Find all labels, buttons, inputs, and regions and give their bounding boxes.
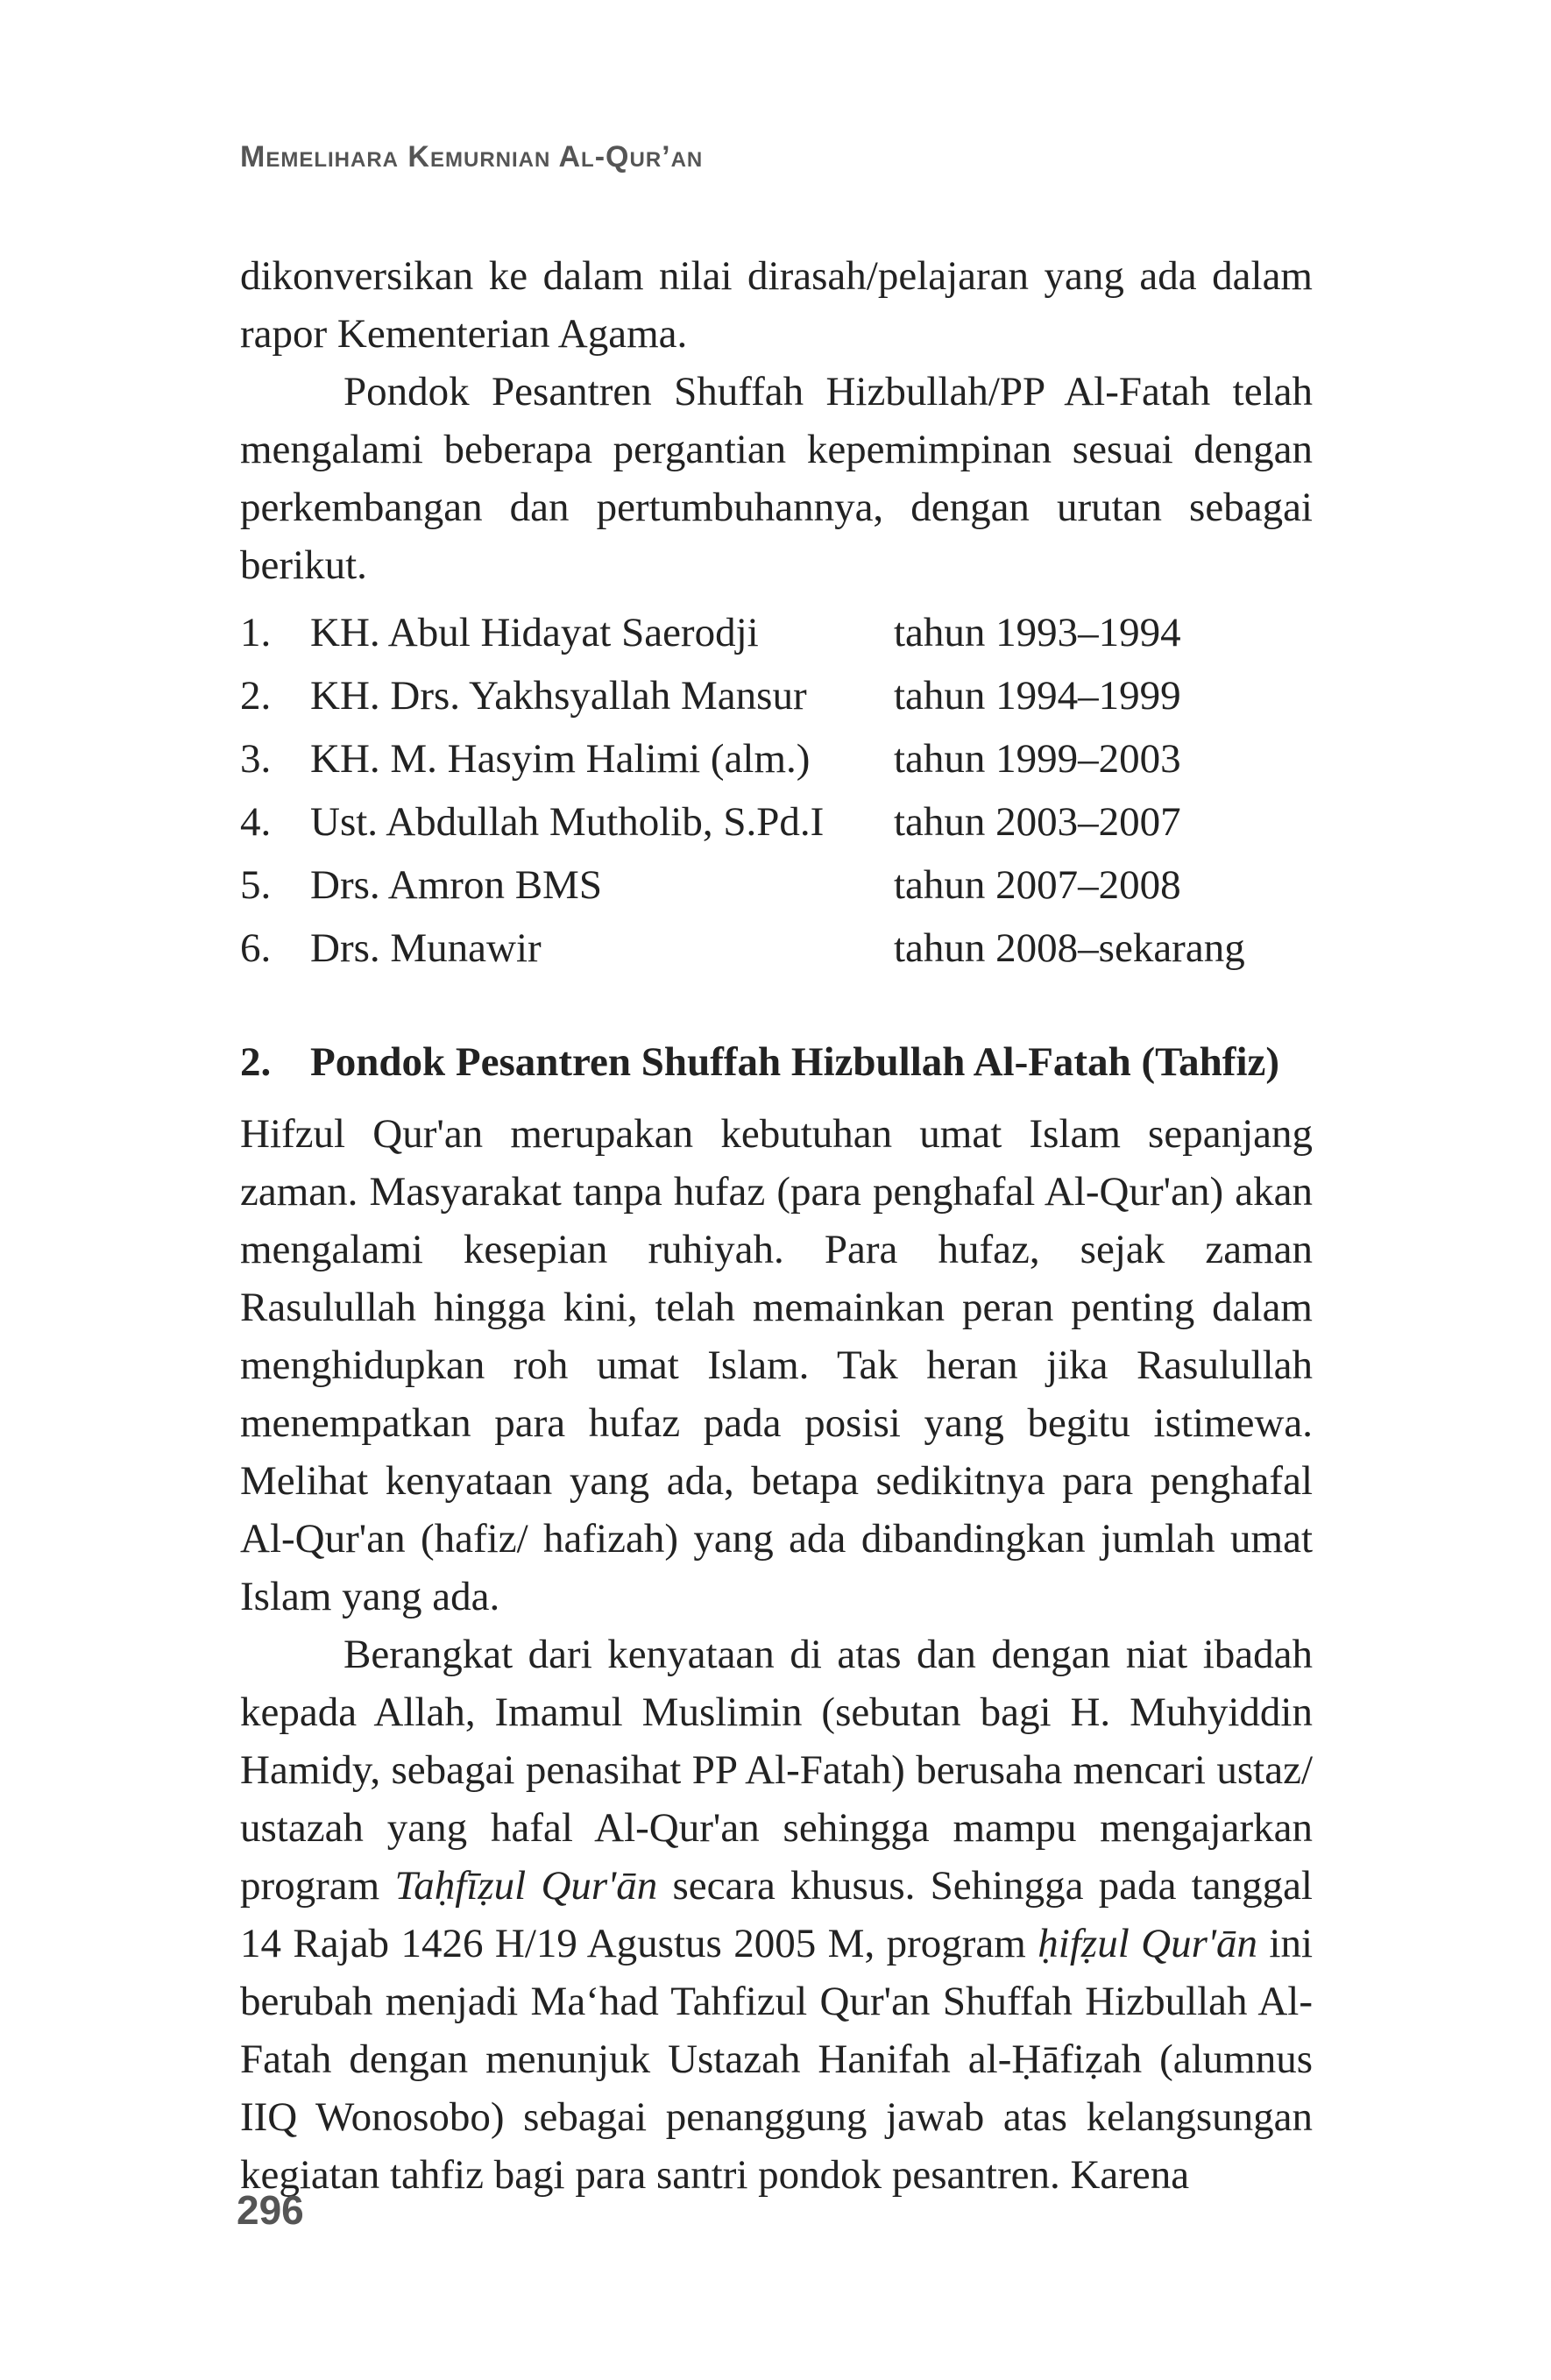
leadership-list: [240, 601, 1313, 980]
italic-term: ḥifẓul Qur'ān: [1038, 1921, 1257, 1966]
list-item-number: 5.: [240, 862, 272, 908]
paragraph-text: secara khusus. Sehingga pada tanggal 14 Rajab 1426 H/19 Agustus 2005 M, program: [240, 1863, 1313, 1966]
leader-period: tahun 1993–1994: [894, 610, 1181, 655]
list-item-number: 4.: [240, 799, 272, 845]
leader-period: tahun 1994–1999: [894, 673, 1181, 719]
leadership-paragraph: Pondok Pesantren Shuffah Hizbullah/PP Al-Fatah telah mengalami beberapa pergantian kepemimpinan sesuai dengan perkembangan dan pertumbuhannya, dengan urutan sebagai berikut.: [240, 369, 1313, 588]
leader-name: KH. M. Hasyim Halimi (alm.): [310, 736, 811, 782]
section-heading: [240, 1038, 1279, 1086]
section-paragraph-1: Hifzul Qur'an merupakan kebutuhan umat Islam sepanjang zaman. Masyarakat tanpa hufaz (para penghafal Al-Qur'an) akan mengalami kesepian ruhiyah. Para hufaz, sejak zaman Rasulullah hingga kini, telah memainkan peran penting dalam menghidupkan roh umat Islam. Tak heran jika Rasulullah menempatkan para hufaz pada posisi yang begitu istimewa. Melihat kenyataan yang ada, betapa sedikitnya para penghafal Al-Qur'an (hafiz/ hafizah) yang ada dibandingkan jumlah umat Islam yang ada.: [240, 1111, 1313, 1619]
section-number: 2.: [240, 1039, 272, 1085]
list-item-number: 3.: [240, 736, 272, 782]
leader-period: tahun 1999–2003: [894, 736, 1181, 782]
leader-period: tahun 2007–2008: [894, 862, 1181, 908]
intro-continuation-paragraph: dikonversikan ke dalam nilai dirasah/pelajaran yang ada dalam rapor Kementerian Agama.: [240, 253, 1313, 357]
section-paragraph-2: [240, 1626, 1313, 2204]
leader-name: KH. Abul Hidayat Saerodji: [310, 610, 759, 655]
running-head: Memelihara Kemurnian Al-Qur’an: [240, 140, 704, 174]
list-item: [240, 854, 1313, 917]
paragraph-text: Berangkat dari kenyataan di atas dan dengan niat ibadah kepada Allah, Imamul Muslimin (sebutan bagi H. Muhyiddin Hamidy, sebagai penasihat PP Al-Fatah) berusaha mencari ustaz/ ustazah yang hafal Al-Qur'an sehingga mampu mengajarkan program: [240, 1632, 1313, 1909]
leader-name: Drs. Amron BMS: [310, 862, 602, 908]
page-number: 296: [237, 2187, 304, 2233]
leader-name: KH. Drs. Yakhsyallah Mansur: [310, 673, 807, 719]
leader-period: tahun 2008–sekarang: [894, 925, 1245, 971]
list-item: [240, 601, 1313, 664]
italic-term: Taḥfīẓul Qur'ān: [394, 1863, 658, 1909]
list-item-number: 1.: [240, 610, 272, 655]
section-body: [240, 1105, 1313, 2204]
intro-block: [240, 247, 1313, 594]
paragraph-text: ini berubah menjadi Ma‘had Tahfizul Qur'an Shuffah Hizbullah Al-Fatah dengan menunjuk Ustazah Hanifah al-Ḥāfiẓah (alumnus IIQ Wonosobo) sebagai penanggung jawab atas kelangsungan kegiatan tahfiz bagi para santri pondok pesantren. Karena: [240, 1921, 1314, 2198]
list-item-number: 6.: [240, 925, 272, 971]
leader-name: Ust. Abdullah Mutholib, S.Pd.I: [310, 799, 825, 845]
section-title: Pondok Pesantren Shuffah Hizbullah Al-Fatah (Tahfiz): [310, 1039, 1280, 1085]
list-item: [240, 727, 1313, 790]
list-item-number: 2.: [240, 673, 272, 719]
leader-period: tahun 2003–2007: [894, 799, 1181, 845]
list-item: [240, 664, 1313, 727]
list-item: [240, 790, 1313, 854]
leader-name: Drs. Munawir: [310, 925, 542, 971]
list-item: [240, 917, 1313, 980]
